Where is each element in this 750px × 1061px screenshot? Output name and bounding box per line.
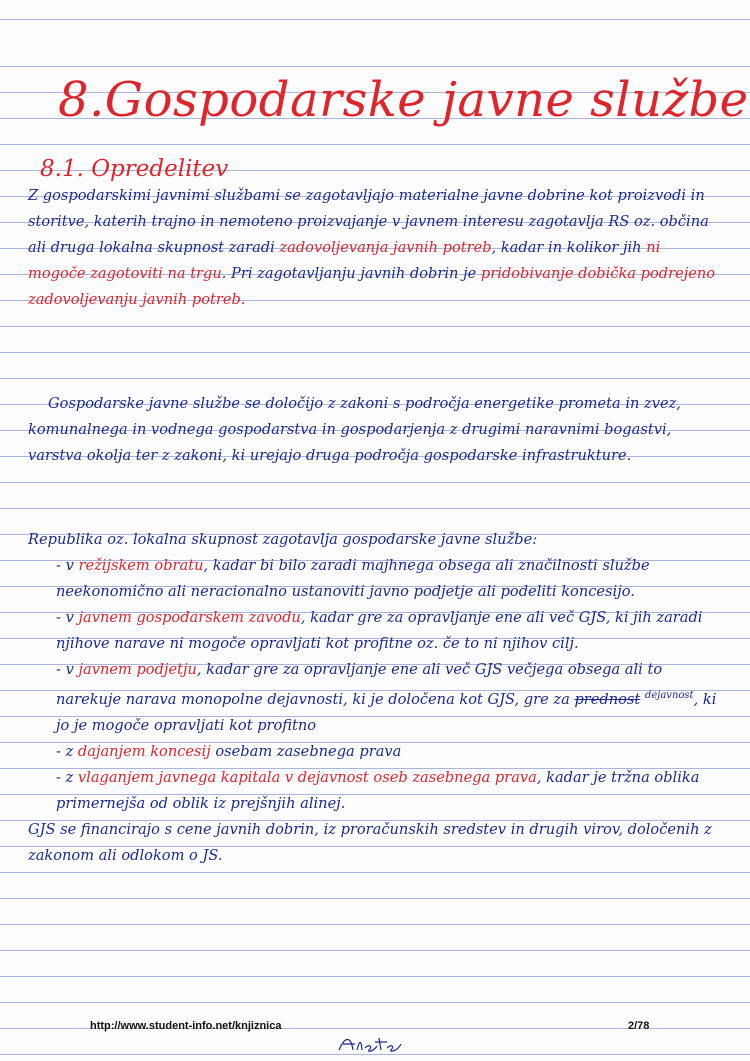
paragraph-text: , kadar in kolikor jih [491,239,642,256]
list-text: , kadar je tržna oblika primernejša od oblik iz prejšnjih alinej. [56,768,700,812]
provision-list [28,527,718,869]
struck-text: prednost [574,690,641,708]
signature-icon [335,1032,405,1056]
paragraph-laws: Gospodarske javne službe se določijo z zakoni s področja energetike prometa in zvez, komunalnega in vodnega gospodarstva in gospodarjenja z drugimi naravnimi bogastvi, varstva okolja ter z zakoni, ki urejajo druga področja gospodarske infrastrukture. [28,395,681,464]
list-item [28,765,718,817]
list-text: , kadar bi bilo zaradi majhnega obsega ali značilnosti službe neekonomično ali neracionalno ustanoviti javno podjetje ali podeliti koncesijo. [56,557,650,600]
list-prefix: - v [56,557,74,574]
list-item [28,605,718,657]
highlight-text: dajanjem koncesij [77,742,211,760]
highlight-text: zadovoljevanja javnih potreb [279,239,492,256]
footer-link[interactable]: http://www.student-info.net/knjiznica [90,1020,282,1032]
page-title: 8.Gospodarske javne službe [58,72,749,128]
highlight-text: javnem gospodarskem zavodu [78,609,301,626]
list-text: , kadar gre za opravljanje ene ali več GJS, ki jih zaradi njihove narave ni mogoče opravljati kot profitne oz. če to ni njihov cilj. [56,609,703,652]
list-prefix: - v [56,609,74,626]
list-prefix: - v [56,661,74,678]
paragraph-definition [28,183,718,313]
list-intro: Republika oz. lokalna skupnost zagotavlja gospodarske javne službe: [28,531,538,548]
paragraph-text: . Pri zagotavljanju javnih dobrin je [221,265,477,282]
section-heading: 8.1. Opredelitev [40,156,229,182]
paragraph-text: Z gospodarskimi javnimi službami se zagotavljajo materialne javne dobrine kot proizvodi in storitve, katerih trajno in nemoteno proizvajanje v javnem interesu zagotavlja RS oz. občina ali druga lokalna skupnost zaradi [28,187,709,256]
list-item [28,657,718,739]
highlight-text: ni mogoče zagotoviti na trgu [28,239,661,282]
highlight-text: režijskem obratu [78,557,204,574]
highlight-text: vlaganjem javnega kapitala v dejavnost oseb zasebnega prava [77,768,537,786]
page-number: 2/78 [628,1020,650,1032]
closing-text: GJS se financirajo s cene javnih dobrin, iz proračunskih sredstev in drugih virov, določenih z zakonom ali odlokom o JS. [28,820,712,864]
inserted-text: dejavnost [644,690,694,701]
list-item [28,553,718,605]
list-item [28,739,718,765]
highlight-text: pridobivanje dobička podrejeno zadovoljevanju javnih potreb. [28,265,716,308]
list-text: , kadar gre za opravljanje ene ali več GJS večjega obsega ali to narekuje narava monopolne dejavnosti, ki je določena kot GJS, gre za [56,661,663,708]
list-text: , ki jo je mogoče opravljati kot profitno [56,690,717,734]
list-text: osebam zasebnega prava [210,742,402,760]
highlight-text: javnem podjetju [78,661,197,678]
list-prefix: - z [56,742,74,760]
list-prefix: - z [56,768,74,786]
